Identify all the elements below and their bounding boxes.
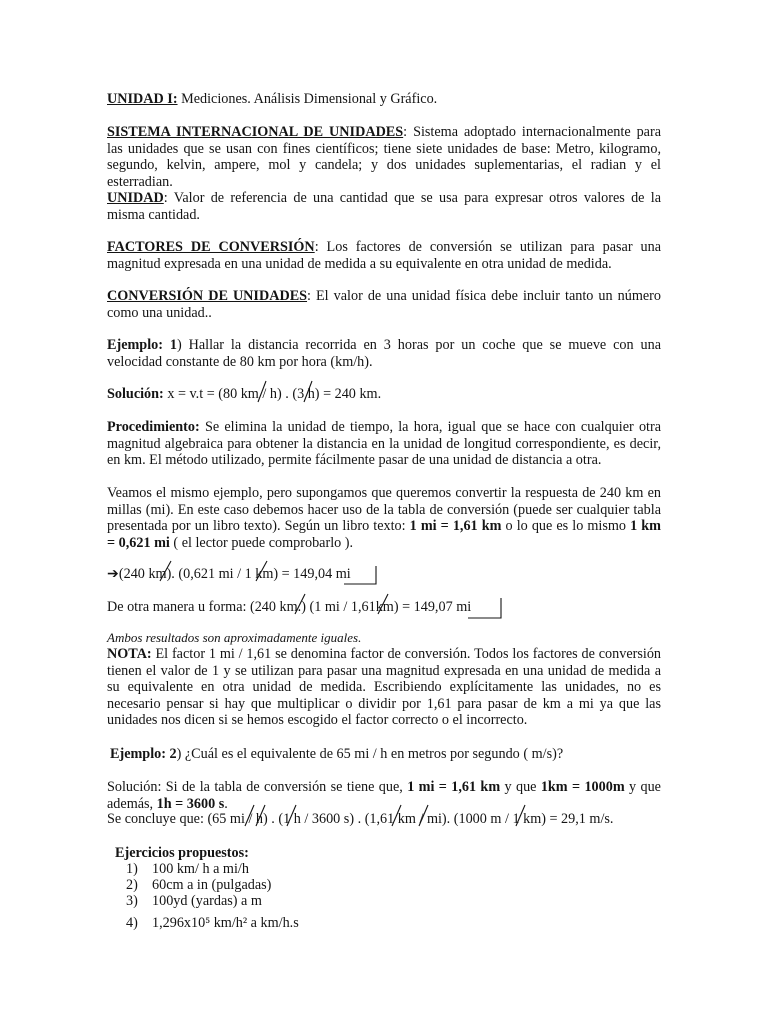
example-1-label: Ejemplo: 1: [107, 337, 177, 353]
alternate-equation-text: De otra manera u forma: (240 km.) (1 mi / 1,61km) = 149,07 mi: [107, 599, 472, 615]
arrow-icon: ➔: [107, 566, 119, 582]
conclusion-equation-text: Se concluye que: (65 mi / h) . (1 h / 3600 s) . (1,61 km / mi). (1000 m / 1 km) = 29,1 m/s.: [107, 811, 614, 827]
example-2-text: ) ¿Cuál es el equivalente de 65 mi / h en metros por segundo ( m/s)?: [176, 746, 564, 762]
ambos-note: [107, 630, 661, 647]
arrow-equation-text: (240 km). (0,621 mi / 1 km) = 149,04 mi: [118, 566, 351, 582]
arrow-equation: [107, 566, 661, 583]
exercise-text: 100yd (yardas) a m: [152, 893, 262, 909]
veamos-text-1: Veamos el mismo ejemplo, pero supongamos que queremos convertir la respuesta de 240 km en millas (mi). En este caso debemos hacer uso de la tabla de conversión (puede ser cualquier tabla presentada por un libro texto). Según un libro texto:: [107, 485, 661, 534]
solution-2-text-3: y que además,: [107, 779, 661, 812]
veamos-paragraph: [107, 485, 661, 551]
alternate-equation: [107, 599, 661, 616]
example-2: [110, 746, 664, 763]
conversion-text: : El valor de una unidad física debe incluir tanto un número como una unidad..: [107, 288, 661, 321]
example-2-label: Ejemplo: 2: [110, 746, 177, 762]
exercise-item: [126, 893, 262, 910]
solution-1-equation: x = v.t = (80 km / h) . (3 h) = 240 km.: [163, 386, 382, 402]
exercise-item: [126, 915, 299, 932]
solution-2-bold-2: 1km = 1000m: [540, 779, 625, 795]
example-1: [107, 337, 661, 370]
exercise-number: 3): [126, 893, 138, 909]
veamos-text-3: ( el lector puede comprobarlo ).: [169, 534, 354, 551]
unidad-label: UNIDAD: [107, 190, 164, 206]
conversion-label: CONVERSIÓN DE UNIDADES: [107, 288, 308, 304]
example-1-text: ) Hallar la distancia recorrida en 3 horas por un coche que se mueve con una velocidad constante de 80 km por hora (km/h).: [107, 337, 661, 370]
solution-1: [107, 386, 661, 403]
procedure: [107, 419, 661, 469]
exercise-number: 2): [126, 877, 138, 893]
si-definition: [107, 124, 661, 190]
solution-1-label: Solución:: [107, 386, 164, 402]
solution-2-text-2: y que: [500, 779, 541, 795]
exercise-text: 1,296x10⁵ km/h² a km/h.s: [152, 915, 299, 931]
exercise-number: 1): [126, 861, 138, 877]
unit-title-label: UNIDAD I:: [107, 91, 178, 107]
solution-2: [107, 779, 661, 812]
veamos-text-2: o lo que es lo mismo: [501, 518, 631, 534]
unit-title: [107, 91, 661, 108]
veamos-bold-1: 1 mi = 1,61 km: [409, 518, 502, 534]
nota-paragraph: [107, 646, 661, 729]
unidad-definition: [107, 190, 661, 223]
si-label: SISTEMA INTERNACIONAL DE UNIDADES: [107, 124, 404, 140]
solution-2-text-4: .: [224, 795, 228, 812]
solution-2-bold-1: 1 mi = 1,61 km: [407, 779, 501, 795]
factores-definition: [107, 239, 661, 272]
exercises-title: Ejercicios propuestos:: [115, 845, 249, 861]
unidad-text: : Valor de referencia de una cantidad que se usa para expresar otros valores de la misma cantidad.: [107, 190, 661, 223]
procedure-text: Se elimina la unidad de tiempo, la hora, igual que se hace con cualquier otra magnitud algebraica para obtener la distancia en la unidad de longitud correspondiente, es decir, en km. El método utilizado, permite fácilmente pasar de una unidad de distancia a otra.: [107, 419, 661, 468]
ambos-text: Ambos resultados son aproximadamente iguales.: [107, 630, 362, 645]
exercise-item: [126, 877, 271, 894]
conversion-definition: [107, 288, 661, 321]
nota-text: El factor 1 mi / 1,61 se denomina factor de conversión. Todos los factores de conversión tienen el valor de 1 y se utilizan para pasar una magnitud expresada en una unidad de medida a su equivalente en otra unidad de medida. Escribiendo explícitamente las unidades, no es necesario pensar si hay que multiplicar o dividir por 1,61 para pasar de km a mi ya que las unidades nos dicen si se hemos escogido el factor correcto o el incorrecto.: [107, 646, 661, 728]
solution-2-text-1: Solución: Si de la tabla de conversión se tiene que,: [107, 779, 408, 795]
unit-title-text: Mediciones. Análisis Dimensional y Gráfico.: [177, 91, 438, 107]
factores-text: : Los factores de conversión se utilizan para pasar una magnitud expresada en una unidad de medida a su equivalente en otra unidad de medida.: [107, 239, 661, 272]
solution-2-bold-3: 1h = 3600 s: [156, 795, 225, 812]
veamos-bold-2: 1 km = 0,621 mi: [107, 518, 661, 551]
conclusion-equation: [107, 811, 661, 828]
exercise-text: 60cm a in (pulgadas): [152, 877, 272, 893]
exercise-text: 100 km/ h a mi/h: [152, 861, 249, 877]
factores-label: FACTORES DE CONVERSIÓN: [107, 239, 315, 255]
procedure-label: Procedimiento:: [107, 419, 200, 435]
si-text: : Sistema adoptado internacionalmente para las unidades que se usan con fines científicos; tiene siete unidades de base: Metro, kilogramo, segundo, kelvin, ampere, mol y candela; y dos unidades suplementarias, el radian y el esterradian.: [107, 124, 661, 190]
exercise-item: [126, 861, 249, 878]
exercise-number: 4): [126, 915, 138, 931]
nota-label: NOTA:: [107, 646, 152, 662]
